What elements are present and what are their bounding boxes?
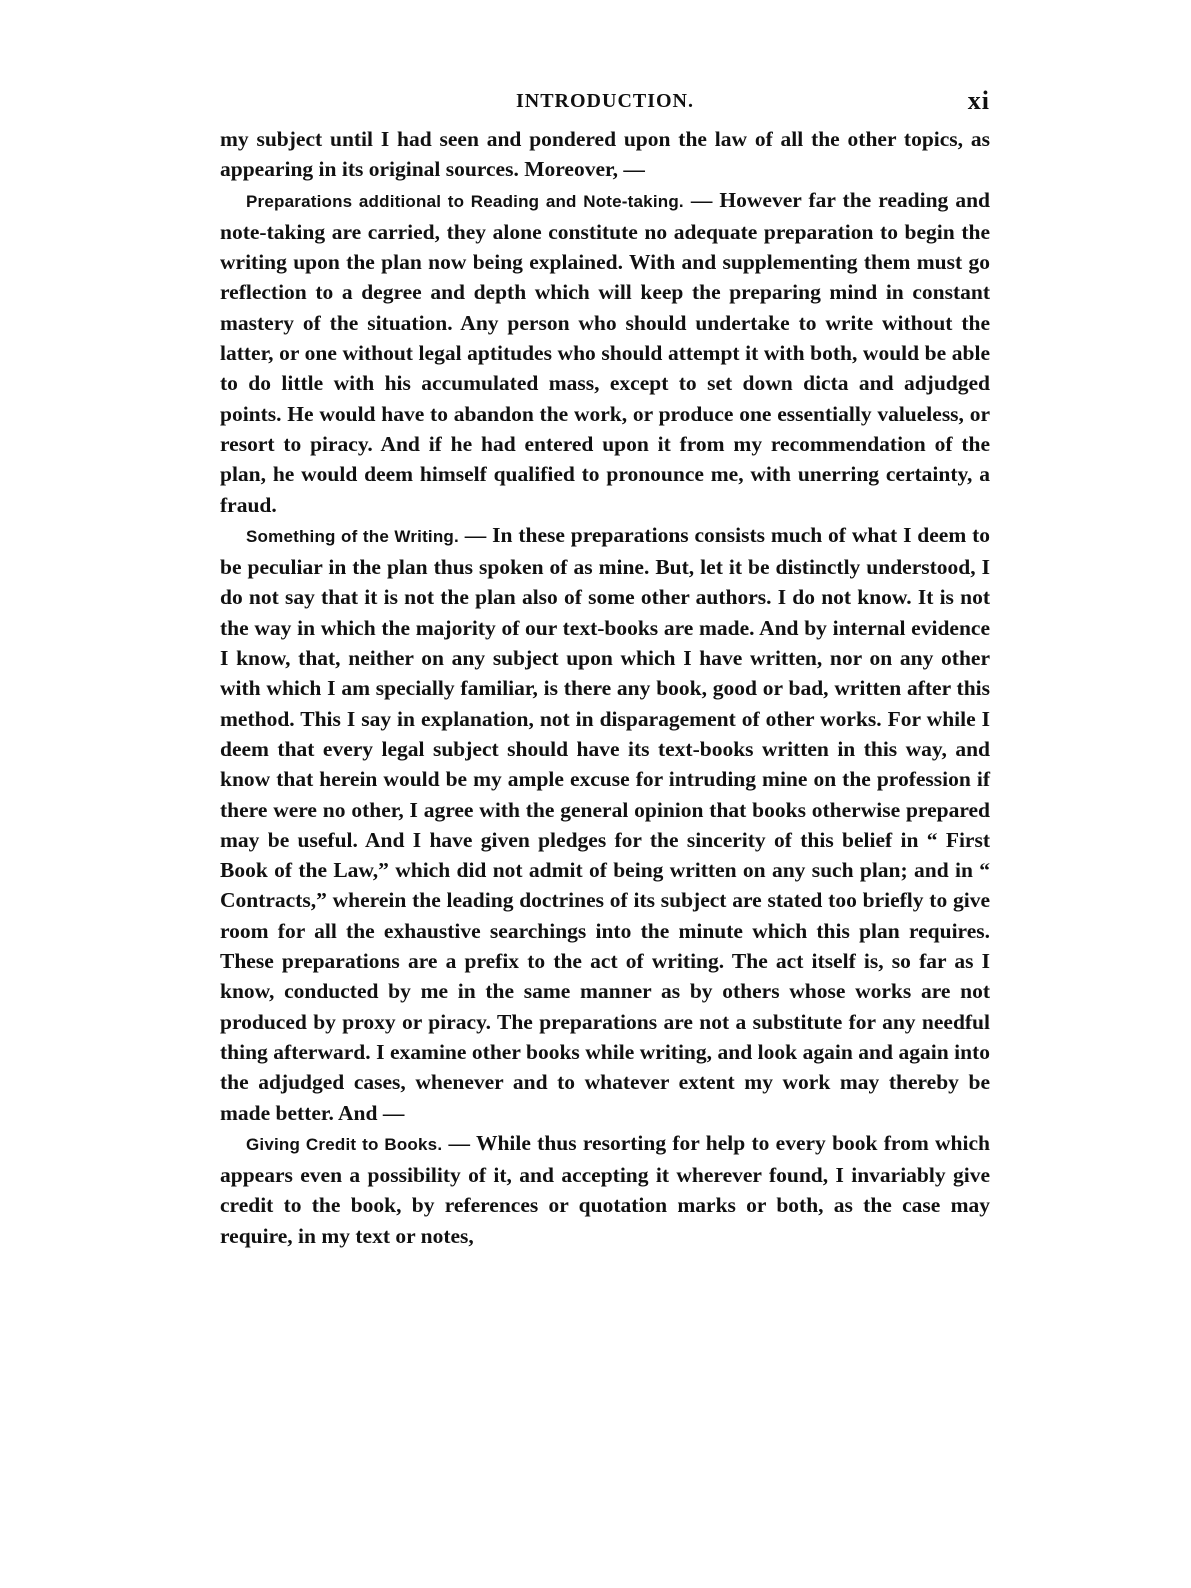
heading-dash: — <box>683 187 720 212</box>
section-heading: Preparations additional to Reading and Note-taking. <box>246 191 684 211</box>
section-heading: Something of the Writing. <box>246 526 459 546</box>
body-text <box>220 124 990 1251</box>
paragraph-text: However far the reading and note-taking are carried, they alone constitute no adequate preparation to begin the writing upon the plan now being explained. With and supplementing them must go reflection to a degree and depth which will keep the preparing mind in constant mastery of the situation. Any person who should undertake to write without the latter, or one without legal aptitudes who should attempt it with both, would be able to do little with his accumulated mass, except to set down dicta and adjudged points. He would have to abandon the work, or produce one essentially valueless, or resort to piracy. And if he had entered upon it from my recommendation of the plan, he would deem himself qualified to pronounce me, with unerring certainty, a fraud. <box>220 187 991 517</box>
running-head <box>220 80 990 120</box>
running-title: INTRODUCTION. <box>515 90 695 112</box>
paragraph-continuation <box>220 124 990 185</box>
paragraph-preparations <box>220 185 990 520</box>
heading-dash: — <box>442 1130 476 1155</box>
book-page <box>220 80 990 1251</box>
page-number: xi <box>967 86 990 115</box>
heading-dash: — <box>458 522 493 547</box>
paragraph-giving-credit <box>220 1128 990 1251</box>
paragraph-text: my subject until I had seen and pondered upon the law of all the other topics, as appearing in its original sources. Moreover, — <box>220 127 990 182</box>
paragraph-text: While thus resorting for help to every book from which appears even a possibility of it, and accepting it wherever found, I invariably give credit to the book, by references or quotation marks or both, as the case may require, in my text or notes, <box>220 1130 990 1248</box>
paragraph-writing <box>220 520 990 1128</box>
section-heading: Giving Credit to Books. <box>246 1134 443 1154</box>
paragraph-text: In these preparations consists much of what I deem to be peculiar in the plan thus spoken of as mine. But, let it be distinctly understood, I do not say that it is not the plan also of some other authors. I do not know. It is not the way in which the majority of our text-books are made. And by internal evidence I know, that, neither on any subject upon which I have written, nor on any other with which I am specially familiar, is there any book, good or bad, written after this method. This I say in explanation, not in disparagement of other works. For while I deem that every legal subject should have its text-books written in this way, and know that herein would be my ample excuse for intruding mine on the profession if there were no other, I agree with the general opinion that books otherwise prepared may be useful. And I have given pledges for the sincerity of this belief in “ First Book of the Law,” which did not admit of being written on any such plan; and in “ Contracts,” wherein the leading doctrines of its subject are stated too briefly to give room for all the exhaustive searchings into the minute which this plan requires. These preparations are a prefix to the act of writing. The act itself is, so far as I know, conducted by me in the same manner as by others whose works are not produced by proxy or piracy. The preparations are not a substitute for any needful thing afterward. I examine other books while writing, and look again and again into the adjudged cases, whenever and to whatever extent my work may thereby be made better. And — <box>220 522 991 1125</box>
